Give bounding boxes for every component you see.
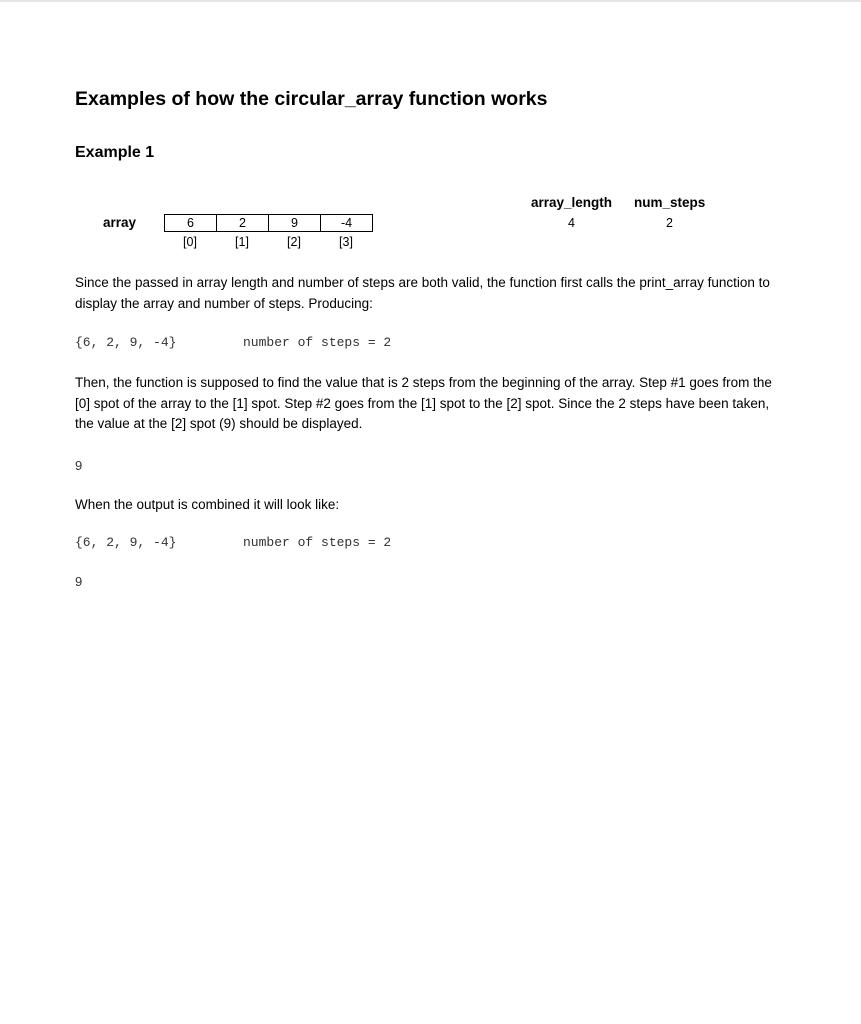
explanation-paragraph-3: When the output is combined it will look like:	[75, 497, 340, 512]
num-steps-value: 2	[666, 216, 673, 230]
array-length-value: 4	[568, 216, 575, 230]
array-index: [3]	[339, 235, 353, 249]
output-array-1: {6, 2, 9, -4}	[75, 335, 177, 350]
explanation-paragraph-1: Since the passed in array length and number of steps are both valid, the function first calls the print_array function to display the array and number of steps. Producing:	[75, 275, 770, 311]
array-cell: 6	[164, 214, 217, 232]
explanation-paragraph-2: Then, the function is supposed to find the value that is 2 steps from the beginning of the array. Step #1 goes from the [0] spot of the array to the [1] spot. Step #2 goes from the [1] spot to the [2] spot. Since the 2 steps have been taken, the value at the [2] spot (9) should be displayed.	[75, 375, 772, 431]
output-array-2: {6, 2, 9, -4}	[75, 535, 177, 550]
output-steps-1: number of steps = 2	[243, 335, 392, 350]
output-value-2: 9	[75, 574, 83, 589]
array-cells	[164, 214, 373, 232]
page-title: Examples of how the circular_array function works	[75, 88, 548, 110]
page-top-border	[0, 0, 861, 2]
array-index: [1]	[235, 235, 249, 249]
array-index: [2]	[287, 235, 301, 249]
array-cell: 2	[216, 214, 269, 232]
num-steps-label: num_steps	[634, 195, 706, 210]
array-label: array	[103, 215, 137, 230]
example-heading: Example 1	[75, 144, 155, 161]
array-length-label: array_length	[531, 195, 613, 210]
array-cell: -4	[320, 214, 373, 232]
output-steps-2: number of steps = 2	[243, 535, 392, 550]
array-cell: 9	[268, 214, 321, 232]
array-index: [0]	[183, 235, 197, 249]
array-indices	[164, 235, 372, 249]
result-value: 9	[75, 458, 83, 473]
